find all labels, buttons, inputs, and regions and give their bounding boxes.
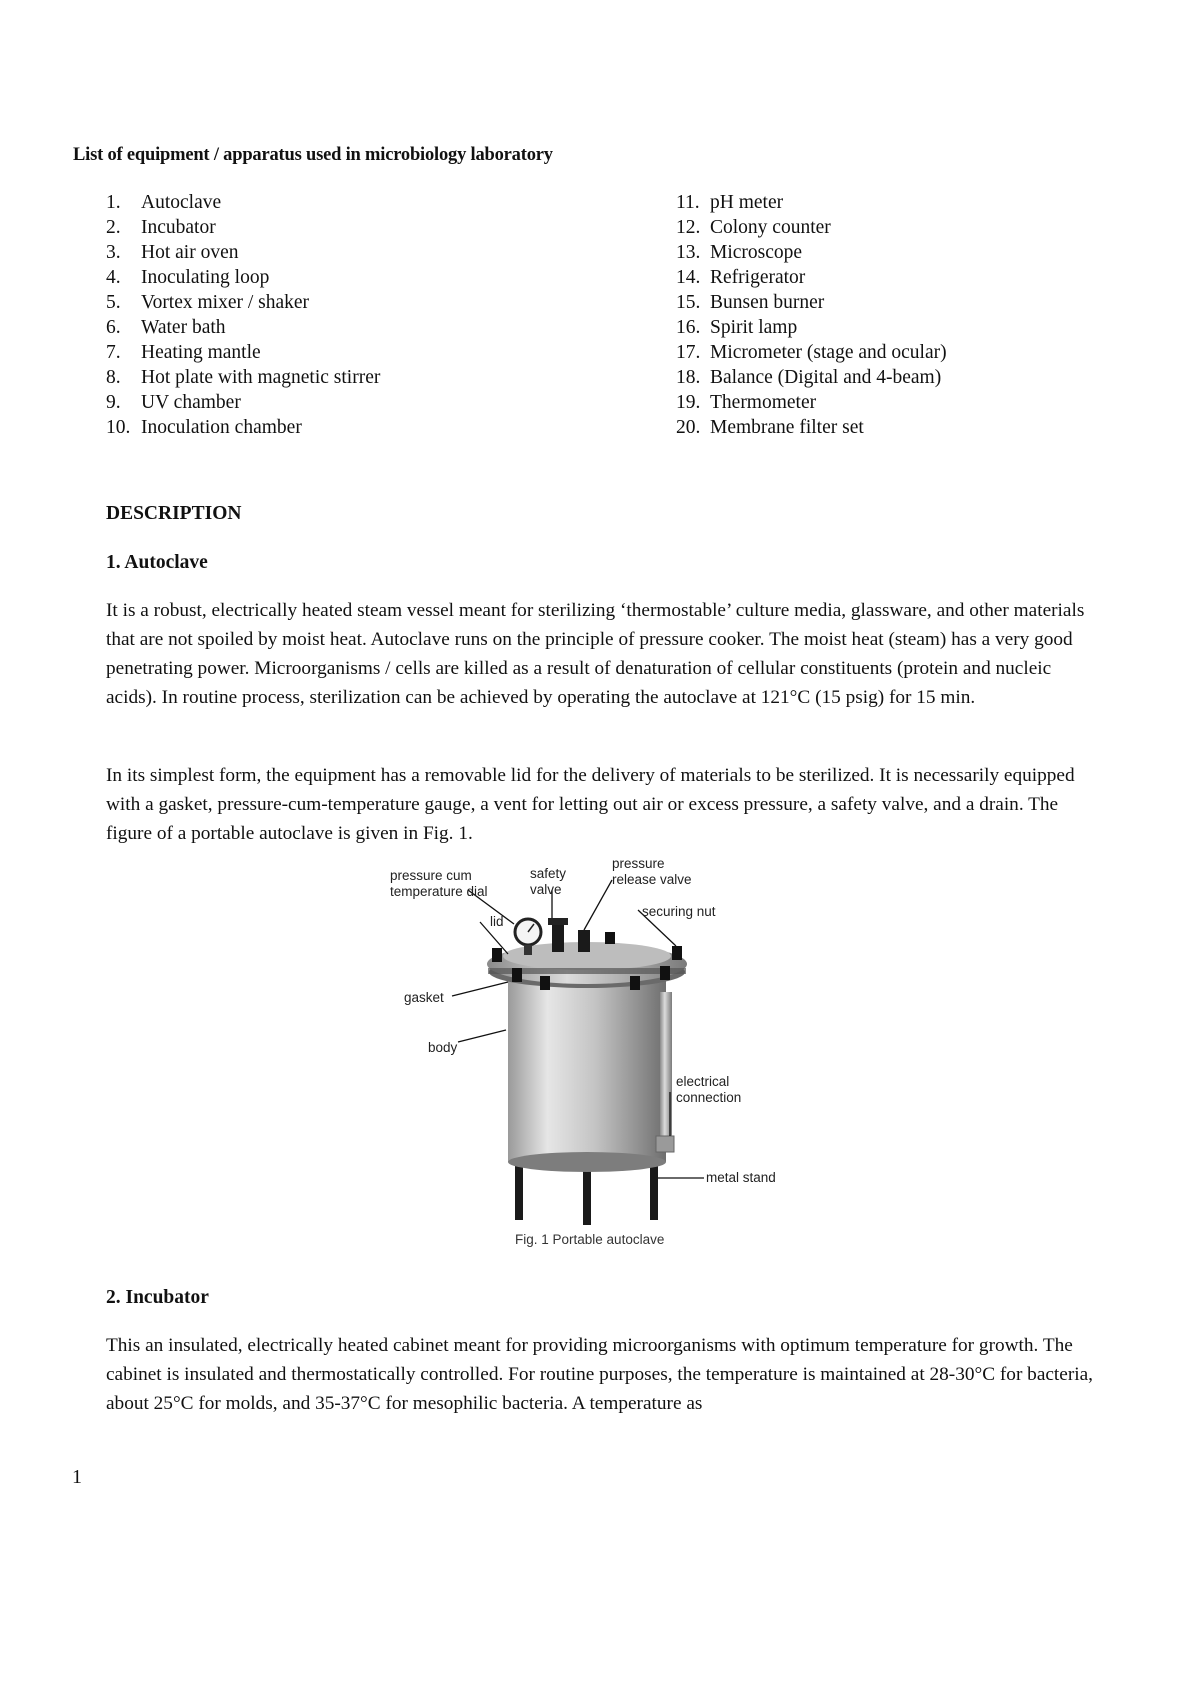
label-gasket: gasket	[404, 990, 444, 1005]
list-item: 10. Inoculation chamber	[106, 417, 302, 438]
list-item: 3. Hot air oven	[106, 242, 239, 263]
section-heading-autoclave: 1. Autoclave	[106, 552, 208, 573]
label-metal-stand: metal stand	[706, 1170, 776, 1185]
list-item: 2. Incubator	[106, 217, 216, 238]
section-heading-incubator: 2. Incubator	[106, 1287, 209, 1308]
autoclave-paragraph-1: It is a robust, electrically heated steam vessel meant for sterilizing ‘thermostable’ culture media, glassware, and other materials that are not spoiled by moist heat. Autoclave runs on the principle of pressure cooker. The moist heat (steam) has a very good penetrating power. Microorganisms / cells are killed as a result of denaturation of cellular constituents (protein and nucleic acids). In routine process, sterilization can be achieved by operating the autoclave at 121°C (15 psig) for 15 min.	[106, 600, 1085, 708]
label-securing-nut: securing nut	[642, 904, 716, 919]
list-item: 19. Thermometer	[676, 392, 817, 413]
label-pressure-release: pressure	[612, 860, 665, 871]
list-item: 5. Vortex mixer / shaker	[106, 292, 310, 313]
list-item: 18. Balance (Digital and 4-beam)	[676, 367, 942, 388]
list-item: 12. Colony counter	[676, 217, 831, 238]
page-title: List of equipment / apparatus used in microbiology laboratory	[73, 145, 553, 165]
list-item: 11. pH meter	[676, 192, 784, 213]
label-body: body	[428, 1040, 458, 1055]
equipment-list-left	[106, 190, 380, 440]
incubator-paragraph-1: This an insulated, electrically heated cabinet meant for providing microorganisms with optimum temperature for growth. The cabinet is insulated and thermostatically controlled. For routine purposes, the temperature is maintained at 28-30°C for bacteria, about 25°C for molds, and 35-37°C for mesophilic bacteria. A temperature as	[106, 1335, 1094, 1414]
list-item: 1. Autoclave	[106, 192, 222, 213]
list-item: 7. Heating mantle	[106, 342, 261, 363]
label-lid: lid	[490, 914, 504, 929]
label-pressure-dial-2: temperature dial	[390, 884, 488, 899]
label-safety-valve: safety	[530, 866, 567, 881]
list-item: 6. Water bath	[106, 317, 226, 338]
autoclave-illustration	[380, 860, 820, 1280]
list-item: 16. Spirit lamp	[676, 317, 798, 338]
autoclave-figure	[380, 860, 820, 1280]
equipment-list-right	[676, 190, 947, 440]
page-number: 1	[72, 1466, 82, 1488]
list-item: 17. Micrometer (stage and ocular)	[676, 342, 947, 363]
label-pressure-dial: pressure cum	[390, 868, 472, 883]
description-heading: DESCRIPTION	[106, 503, 242, 524]
autoclave-body	[508, 980, 674, 1172]
autoclave-paragraph-2: In its simplest form, the equipment has a removable lid for the delivery of materials to be sterilized. It is necessarily equipped with a gasket, pressure-cum-temperature gauge, a vent for letting out air or excess pressure, a safety valve, and a drain. The figure of a portable autoclave is given in Fig. 1.	[106, 765, 1075, 844]
list-item: 13. Microscope	[676, 242, 803, 263]
list-item: 14. Refrigerator	[676, 267, 806, 288]
label-electrical-2: connection	[676, 1090, 742, 1105]
label-electrical: electrical	[676, 1074, 730, 1089]
list-item: 20. Membrane filter set	[676, 417, 864, 438]
figure-caption: Fig. 1 Portable autoclave	[515, 1232, 665, 1247]
label-pressure-release-2: release valve	[612, 872, 692, 887]
list-item: 9. UV chamber	[106, 392, 241, 413]
list-item: 4. Inoculating loop	[106, 267, 270, 288]
label-safety-valve-2: valve	[530, 882, 562, 897]
list-item: 15. Bunsen burner	[676, 292, 825, 313]
list-item: 8. Hot plate with magnetic stirrer	[106, 367, 381, 388]
